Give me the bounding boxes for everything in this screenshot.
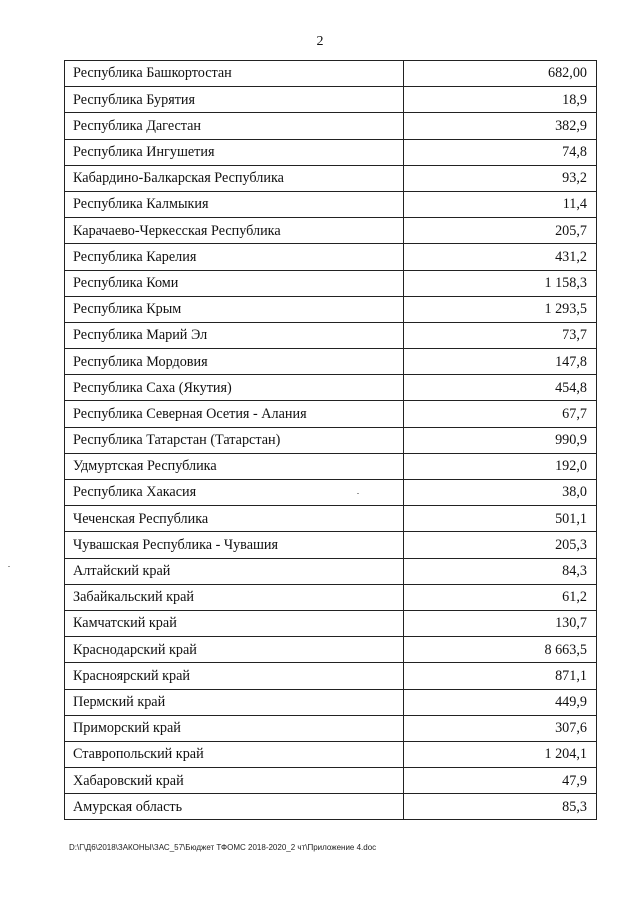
table-row: [65, 584, 597, 610]
amount-cell: 47,9: [404, 768, 597, 794]
region-name-cell: Республика Татарстан (Татарстан): [65, 427, 404, 453]
region-name-cell: Республика Дагестан: [65, 113, 404, 139]
region-name-cell: Республика Башкортостан: [65, 61, 404, 87]
table-body: [65, 61, 597, 820]
region-name-cell: Чеченская Республика: [65, 506, 404, 532]
amount-cell: 74,8: [404, 139, 597, 165]
table-row: [65, 349, 597, 375]
amount-cell: 8 663,5: [404, 637, 597, 663]
table-row: [65, 218, 597, 244]
table-row: [65, 637, 597, 663]
page-number: 2: [316, 34, 324, 49]
amount-cell: 73,7: [404, 322, 597, 348]
region-name-cell: Карачаево-Черкесская Республика: [65, 218, 404, 244]
table-row: [65, 558, 597, 584]
amount-cell: 205,3: [404, 532, 597, 558]
amount-cell: 61,2: [404, 584, 597, 610]
table-row: [65, 61, 597, 87]
region-name-cell: Республика Саха (Якутия): [65, 375, 404, 401]
table-row: [65, 296, 597, 322]
amount-cell: 85,3: [404, 794, 597, 820]
region-name-cell: Республика Хакасия: [65, 480, 404, 506]
table-row: [65, 715, 597, 741]
amount-cell: 382,9: [404, 113, 597, 139]
region-name-cell: Пермский край: [65, 689, 404, 715]
table-row: [65, 532, 597, 558]
amount-cell: 871,1: [404, 663, 597, 689]
amount-cell: 38,0: [404, 480, 597, 506]
region-name-cell: Краснодарский край: [65, 637, 404, 663]
amount-cell: 84,3: [404, 558, 597, 584]
region-name-cell: Республика Карелия: [65, 244, 404, 270]
amount-cell: 11,4: [404, 191, 597, 217]
table-row: [65, 244, 597, 270]
amount-cell: 1 158,3: [404, 270, 597, 296]
region-name-cell: Республика Северная Осетия - Алания: [65, 401, 404, 427]
region-name-cell: Ставропольский край: [65, 741, 404, 767]
region-name-cell: Амурская область: [65, 794, 404, 820]
amount-cell: 192,0: [404, 453, 597, 479]
amount-cell: 147,8: [404, 349, 597, 375]
amount-cell: 431,2: [404, 244, 597, 270]
amount-cell: 93,2: [404, 165, 597, 191]
amount-cell: 1 204,1: [404, 741, 597, 767]
region-name-cell: Республика Марий Эл: [65, 322, 404, 348]
table-row: [65, 139, 597, 165]
region-name-cell: Республика Крым: [65, 296, 404, 322]
amount-cell: 501,1: [404, 506, 597, 532]
table-row: [65, 401, 597, 427]
region-name-cell: Хабаровский край: [65, 768, 404, 794]
region-name-cell: Кабардино-Балкарская Республика: [65, 165, 404, 191]
table-row: [65, 768, 597, 794]
table-row: [65, 610, 597, 636]
scan-artifact: [357, 493, 359, 494]
amount-cell: 307,6: [404, 715, 597, 741]
amount-cell: 449,9: [404, 689, 597, 715]
table-row: [65, 322, 597, 348]
amount-cell: 990,9: [404, 427, 597, 453]
table-row: [65, 480, 597, 506]
file-path-footer: D:\Г\Д6\2018\ЗАКОНЫ\ЗАС_57\Бюджет ТФОМС 2018-2020_2 чт\Приложение 4.doc: [69, 843, 377, 852]
amount-cell: 18,9: [404, 87, 597, 113]
table-row: [65, 794, 597, 820]
table-row: [65, 113, 597, 139]
table-row: [65, 453, 597, 479]
region-name-cell: Республика Бурятия: [65, 87, 404, 113]
region-name-cell: Республика Мордовия: [65, 349, 404, 375]
table-row: [65, 427, 597, 453]
amount-cell: 682,00: [404, 61, 597, 87]
table-row: [65, 87, 597, 113]
region-name-cell: Приморский край: [65, 715, 404, 741]
amount-cell: 67,7: [404, 401, 597, 427]
table-row: [65, 663, 597, 689]
region-name-cell: Республика Ингушетия: [65, 139, 404, 165]
table-row: [65, 191, 597, 217]
table-row: [65, 270, 597, 296]
region-name-cell: Забайкальский край: [65, 584, 404, 610]
scan-artifact: [8, 566, 10, 567]
budget-table: [64, 60, 597, 820]
amount-cell: 454,8: [404, 375, 597, 401]
region-name-cell: Алтайский край: [65, 558, 404, 584]
table-row: [65, 689, 597, 715]
region-name-cell: Красноярский край: [65, 663, 404, 689]
amount-cell: 205,7: [404, 218, 597, 244]
region-name-cell: Республика Коми: [65, 270, 404, 296]
table-row: [65, 165, 597, 191]
amount-cell: 1 293,5: [404, 296, 597, 322]
region-name-cell: Республика Калмыкия: [65, 191, 404, 217]
region-name-cell: Чувашская Республика - Чувашия: [65, 532, 404, 558]
table-row: [65, 741, 597, 767]
amount-cell: 130,7: [404, 610, 597, 636]
table-row: [65, 506, 597, 532]
region-name-cell: Удмуртская Республика: [65, 453, 404, 479]
table-row: [65, 375, 597, 401]
region-name-cell: Камчатский край: [65, 610, 404, 636]
